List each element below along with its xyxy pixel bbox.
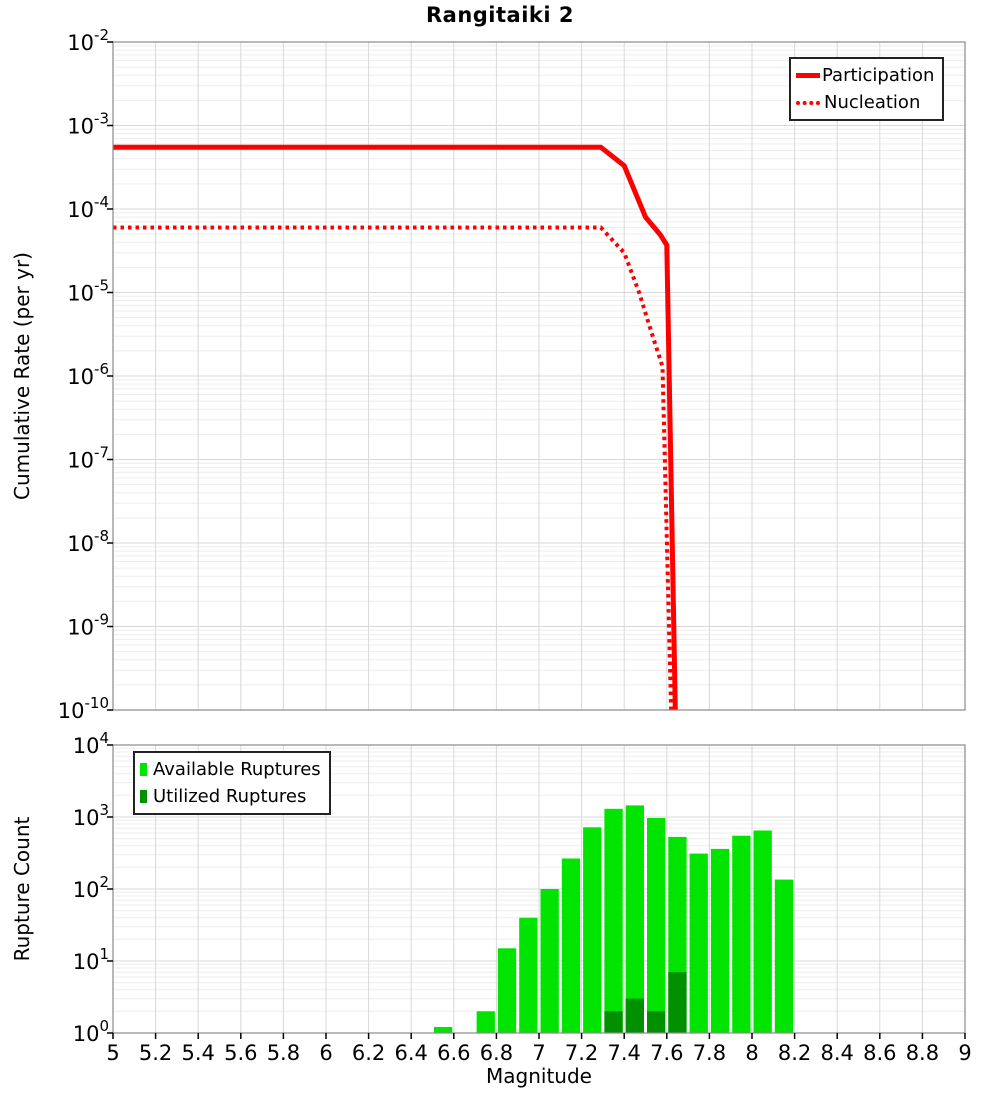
x-tick-label: 7.6 <box>650 1041 684 1065</box>
x-tick-label: 5 <box>106 1041 120 1065</box>
y-tick-label: $10^{-7}$ <box>67 443 109 473</box>
x-tick-label: 8.8 <box>905 1041 940 1065</box>
available-ruptures-bar <box>583 827 601 1033</box>
y-tick-label: $10^{-6}$ <box>67 360 109 389</box>
y-tick-label: $10^{-9}$ <box>67 610 109 640</box>
x-tick-label: 9 <box>958 1041 972 1065</box>
x-tick-label: 6.8 <box>479 1041 514 1065</box>
available-ruptures-bar <box>690 854 708 1033</box>
y-tick-label: $10^3$ <box>72 801 109 830</box>
legend-label-nucleation: Nucleation <box>824 92 921 113</box>
legend-row-available <box>140 756 321 783</box>
y-tick-label: $10^{-2}$ <box>67 26 109 55</box>
available-ruptures-bar <box>498 948 516 1033</box>
y-tick-label: $10^1$ <box>72 945 109 974</box>
legend-label-available: Available Ruptures <box>153 759 321 780</box>
bottom-y-axis-title: Rupture Count <box>10 816 34 962</box>
y-tick-label: $10^{-5}$ <box>67 276 109 306</box>
x-tick-label: 7 <box>532 1041 546 1065</box>
legend-row-nucleation <box>796 89 934 116</box>
x-tick-label: 6.6 <box>437 1041 471 1065</box>
available-ruptures-bar <box>604 809 622 1033</box>
utilized-ruptures-bar <box>647 1011 665 1033</box>
x-tick-label: 5.6 <box>224 1041 258 1065</box>
y-tick-label: $10^4$ <box>72 729 109 758</box>
participation-line <box>113 147 675 710</box>
available-ruptures-bar <box>647 818 665 1033</box>
utilized-swatch-icon <box>140 790 147 803</box>
y-tick-label: $10^{-3}$ <box>67 109 109 139</box>
legend-row-utilized <box>140 783 321 810</box>
x-tick-label: 8.6 <box>863 1041 897 1065</box>
y-tick-label: $10^{-10}$ <box>57 694 109 723</box>
utilized-ruptures-bar <box>626 999 644 1033</box>
legend-label-utilized: Utilized Ruptures <box>153 786 307 807</box>
y-tick-label: $10^{-8}$ <box>67 527 109 556</box>
y-tick-label: $10^0$ <box>72 1017 109 1046</box>
available-ruptures-bar <box>434 1027 452 1033</box>
y-tick-label: $10^{-4}$ <box>67 193 109 222</box>
available-swatch-icon <box>140 763 147 776</box>
page-title: Rangitaiki 2 <box>425 3 575 27</box>
x-tick-label: 7.2 <box>564 1041 599 1065</box>
x-tick-label: 7.8 <box>692 1041 727 1065</box>
available-ruptures-bar <box>711 849 729 1033</box>
available-ruptures-bar <box>732 836 750 1033</box>
x-tick-label: 5.8 <box>266 1041 301 1065</box>
x-tick-label: 8.4 <box>820 1041 854 1065</box>
legend-label-participation: Participation <box>822 65 935 86</box>
x-tick-label: 6.2 <box>351 1041 386 1065</box>
top-y-axis-title: Cumulative Rate (per yr) <box>10 252 34 500</box>
rupture-legend <box>133 751 331 815</box>
x-tick-label: 5.2 <box>138 1041 173 1065</box>
x-tick-label: 8.2 <box>777 1041 812 1065</box>
dotted-line-swatch-icon <box>796 101 820 105</box>
utilized-ruptures-bar <box>668 972 686 1033</box>
x-tick-label: 7.4 <box>607 1041 641 1065</box>
utilized-ruptures-bar <box>604 1011 622 1033</box>
available-ruptures-bar <box>541 889 559 1033</box>
available-ruptures-bar <box>477 1011 495 1033</box>
solid-line-swatch-icon <box>796 73 820 78</box>
y-tick-label: $10^2$ <box>72 873 109 902</box>
x-tick-label: 5.4 <box>181 1041 215 1065</box>
x-axis-title: Magnitude <box>486 1064 592 1088</box>
available-ruptures-bar <box>519 918 537 1033</box>
x-tick-label: 6 <box>319 1041 333 1065</box>
legend-row-participation <box>796 62 934 89</box>
x-tick-label: 6.4 <box>394 1041 428 1065</box>
x-tick-label: 8 <box>745 1041 759 1065</box>
nucleation-line <box>113 228 671 711</box>
available-ruptures-bar <box>754 831 772 1034</box>
rate-legend <box>789 57 944 121</box>
available-ruptures-bar <box>562 859 580 1034</box>
available-ruptures-bar <box>775 880 793 1033</box>
